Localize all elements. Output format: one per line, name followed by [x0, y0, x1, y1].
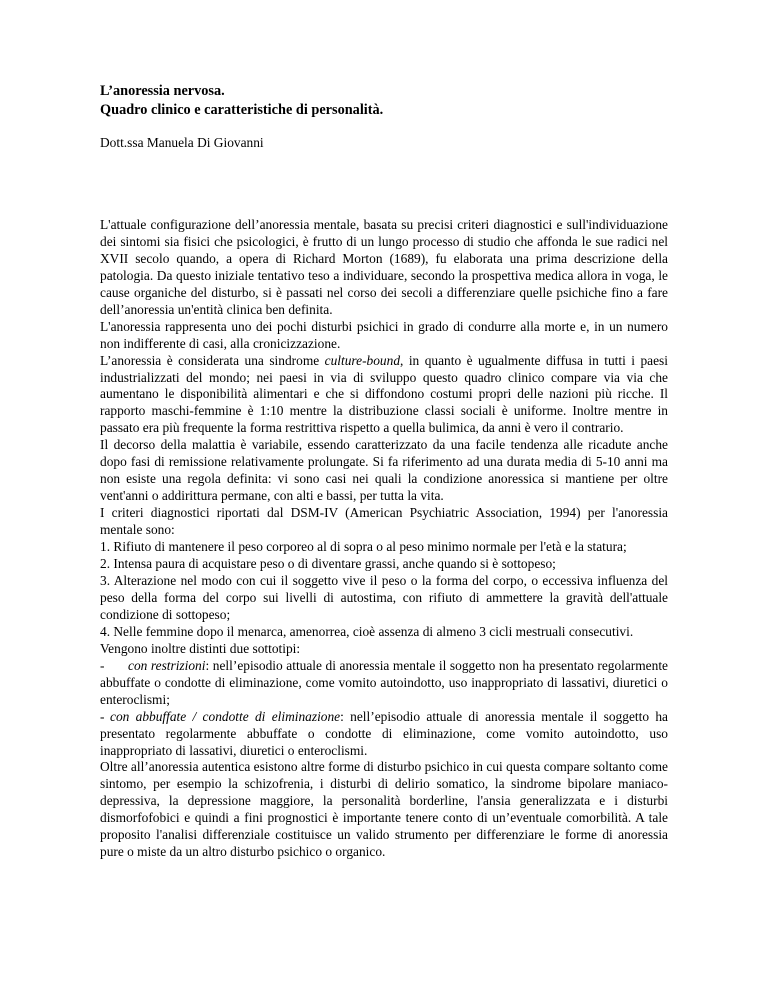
document-title: [100, 82, 668, 119]
criteria-item-1: 1. Rifiuto di mantenere il peso corporeo al di sopra o al peso minimo normale per l'età e la statura;: [100, 539, 627, 555]
criteria-item-4: 4. Nelle femmine dopo il menarca, amenorrea, cioè assenza di almeno 3 cicli mestruali consecutivi.: [100, 623, 634, 639]
subtypes-intro: Vengono inoltre distinti due sottotipi:: [100, 640, 301, 656]
subtype-binge-purge: [100, 709, 668, 760]
culture-text-after: , in quanto è ugualmente diffusa in tutti i paesi industrializzati del mondo; nei paesi in via di sviluppo questo quadro clinico compare via via che aumentano le disponibilità alimentari e che si diffondono costumi propri delle nazioni più ricche. Il rapporto maschi-femmine è 1:10 mentre la distribuzione classi sociali è uniforme. Inoltre mentre in passato era più frequente la forma restrittiva rispetto a quella bulimica, da anni è vero il contrario.: [100, 352, 668, 436]
subtype-2-dash: -: [100, 708, 105, 724]
intro-paragraph: L'attuale configurazione dell’anoressia mentale, basata su precisi criteri diagnostici e sull'individuazione dei sintomi sia fisici che psicologici, è frutto di un lungo processo di studio che affonda le sue radici nel XVII secolo quando, a opera di Richard Morton (1689), fu elaborata una prima descrizione della patologia. Da questo iniziale tentativo teso a individuare, secondo la prospettiva medica allora in voga, le cause organiche del disturbo, si è passati nel corso dei secoli a differenziare quelle psichiche fino a fare dell’anoressia un'entità clinica ben definita.: [100, 216, 668, 317]
title-line-1: L’anoressia nervosa.: [100, 83, 225, 99]
culture-text-before: L’anoressia è considerata una sindrome: [100, 352, 325, 368]
culture-bound-term: culture-bound: [324, 352, 401, 368]
criteria-item-2: 2. Intensa paura di acquistare peso o di diventare grassi, anche quando si è sottopeso;: [100, 556, 556, 572]
subtype-restrictive: [100, 658, 668, 709]
subtype-1-text: : nell’episodio attuale di anoressia mentale il soggetto non ha presentato regolarmente abbuffate o condotte di eliminazione, come vomito autoindotto, uso inappropriato di lassativi, diuretici o enteroclismi;: [100, 657, 668, 707]
subtype-1-term: con restrizioni: [128, 657, 206, 673]
culture-bound-paragraph: [100, 353, 668, 438]
subtype-2-term: con abbuffate / condotte di eliminazione: [110, 708, 341, 724]
comorbidity-paragraph: Oltre all’anoressia autentica esistono altre forme di disturbo psichico in cui questa compare soltanto come sintomo, per esempio la schizofrenia, i disturbi di delirio somatico, la sindrome bipolare maniaco-depressiva, la depressione maggiore, la personalità borderline, l'ansia generalizzata e i disturbi dismorfofobici e quindi a fini prognostici è importante tenere conto di un’eventuale comorbilità. A tale proposito l'analisi differenziale costituisce un valido strumento per differenziare le forme di anoressia pure o miste da un altro disturbo psichico o organico.: [100, 759, 668, 860]
criteria-item-3: 3. Alterazione nel modo con cui il soggetto vive il peso o la forma del corpo, o eccessiva influenza del peso della forma del corpo sui livelli di autostima, con rifiuto di ammettere la gravità dell'attuale condizione di sottopeso;: [100, 572, 668, 622]
author-line: Dott.ssa Manuela Di Giovanni: [100, 135, 264, 150]
title-line-2: Quadro clinico e caratteristiche di personalità.: [100, 101, 384, 118]
course-paragraph: Il decorso della malattia è variabile, essendo caratterizzato da una facile tendenza alle ricadute anche dopo fasi di remissione relativamente prolungate. Si fa riferimento ad una durata media di 5-10 anni ma non esiste una regola definita: vi sono casi nei quali la condizione anoressica si mantiene per oltre vent'anni o addirittura permane, con alti e bassi, per tutta la vita.: [100, 437, 668, 504]
mortality-paragraph: L'anoressia rappresenta uno dei pochi disturbi psichici in grado di condurre alla morte e, in un numero non indifferente di casi, alla cronicizzazione.: [100, 318, 668, 351]
subtype-2-text: : nell’episodio attuale di anoressia mentale il soggetto ha presentato regolarmente abbuffate o condotte di eliminazione, come vomito autoindotto, uso inappropriato di lassativi, diuretici o enteroclismi.: [100, 708, 668, 758]
subtype-1-dash: -: [100, 657, 105, 673]
document-page: [100, 82, 668, 861]
criteria-intro: I criteri diagnostici riportati dal DSM-IV (American Psychiatric Association, 1994) per l'anoressia mentale sono:: [100, 505, 668, 538]
document-body: [100, 217, 668, 861]
